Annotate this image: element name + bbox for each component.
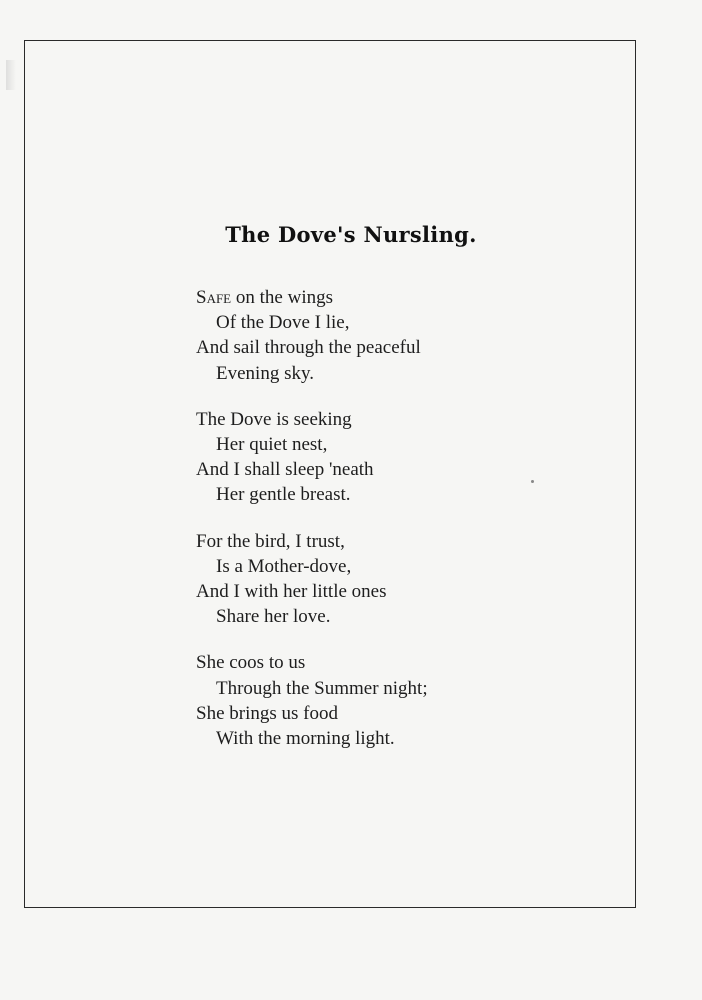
poem-line: The Dove is seeking	[196, 408, 352, 430]
stanza-4	[196, 650, 428, 751]
poem-line: Evening sky.	[216, 362, 314, 384]
poem-line: Of the Dove I lie,	[216, 312, 350, 334]
stanza-1	[196, 285, 428, 386]
poem-line: Through the Summer night;	[216, 677, 428, 699]
poem-line: She coos to us	[196, 652, 306, 674]
line-text: on the wings	[231, 287, 333, 308]
poem-body	[196, 285, 428, 772]
poem-line: And I with her little ones	[196, 581, 387, 603]
poem-line: And sail through the peaceful	[196, 337, 421, 359]
ink-speck	[531, 480, 534, 483]
poem-line: And I shall sleep 'neath	[196, 459, 374, 481]
stanza-2	[196, 407, 428, 508]
drop-word: Safe	[196, 287, 232, 308]
stanza-3	[196, 529, 428, 630]
poem-line	[196, 285, 428, 310]
page-edge-smudge	[6, 60, 16, 90]
poem-line: Is a Mother-dove,	[216, 555, 352, 577]
poem-line: Her quiet nest,	[216, 434, 328, 456]
poem-line: Her gentle breast.	[216, 484, 351, 506]
poem-line: For the bird, I trust,	[196, 530, 345, 552]
poem-title: The Dove's Nursling.	[225, 222, 477, 247]
poem-line: With the morning light.	[216, 728, 395, 750]
poem-line: She brings us food	[196, 702, 338, 724]
poem-line: Share her love.	[216, 606, 331, 628]
